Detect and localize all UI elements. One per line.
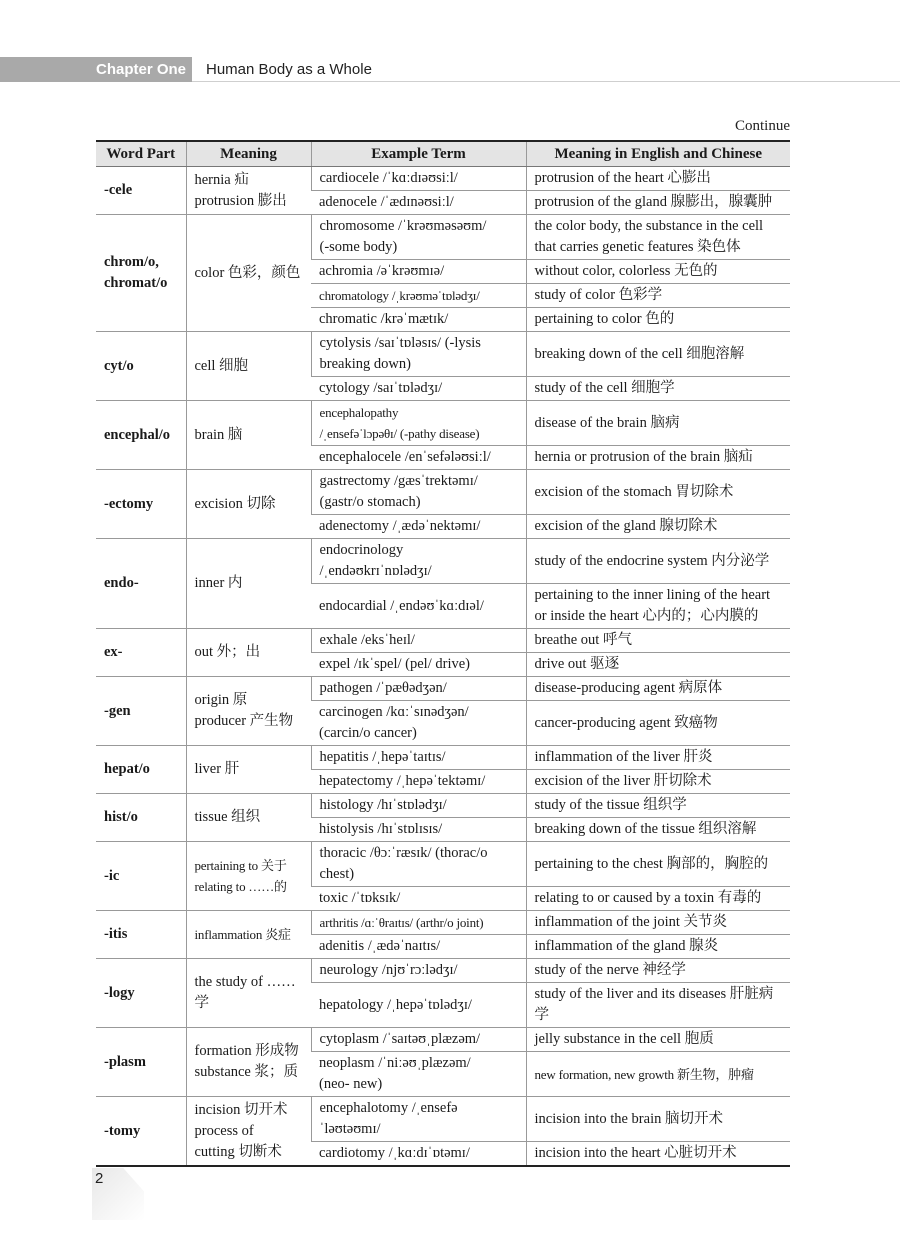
example-term-cell: cytolysis /saɪˈtɒləsɪs/ (-lysis breaking down) (311, 332, 526, 377)
example-term-cell: endocrinology /ˌendəʊkrɪˈnɒlədʒɪ/ (311, 539, 526, 584)
term-meaning-cell: jelly substance in the cell 胞质 (526, 1028, 790, 1052)
meaning-cell: cell 细胞 (186, 332, 311, 401)
meaning-cell: excision 切除 (186, 470, 311, 539)
table-body (96, 167, 790, 1167)
example-term-cell: cardiocele /ˈkɑːdɪəʊsiːl/ (311, 167, 526, 191)
example-term-cell: hepatectomy /ˌhepəˈtektəmɪ/ (311, 770, 526, 794)
word-part-cell: -ectomy (96, 470, 186, 539)
table-row (96, 539, 790, 584)
chapter-label: Chapter One (0, 57, 192, 82)
example-term-cell: encephalotomy /ˌensefəˈləʊtəʊmɪ/ (311, 1097, 526, 1142)
example-term-cell: histology /hɪˈstɒlədʒɪ/ (311, 794, 526, 818)
term-meaning-cell: inflammation of the gland 腺炎 (526, 935, 790, 959)
table-row (96, 842, 790, 887)
word-part-cell: -cele (96, 167, 186, 215)
header-divider (192, 81, 900, 82)
meaning-cell: inflammation 炎症 (186, 911, 311, 959)
example-term-cell: chromatic /krəˈmætɪk/ (311, 308, 526, 332)
word-part-cell: -ic (96, 842, 186, 911)
example-term-cell: hepatitis /ˌhepəˈtaɪtɪs/ (311, 746, 526, 770)
term-meaning-cell: excision of the liver 肝切除术 (526, 770, 790, 794)
term-meaning-cell: hernia or protrusion of the brain 脑疝 (526, 446, 790, 470)
table-row (96, 401, 790, 446)
term-meaning-cell: study of the endocrine system 内分泌学 (526, 539, 790, 584)
meaning-cell: color 色彩，颜色 (186, 215, 311, 332)
continue-label: Continue (735, 118, 790, 134)
word-part-cell: hepat/o (96, 746, 186, 794)
word-part-cell: -plasm (96, 1028, 186, 1097)
example-term-cell: neoplasm /ˈniːəʊˌplæzəm/ (neo- new) (311, 1052, 526, 1097)
table-row (96, 911, 790, 935)
table-row (96, 677, 790, 701)
meaning-cell: incision 切开术 process of cutting 切断术 (186, 1097, 311, 1167)
word-part-cell: hist/o (96, 794, 186, 842)
example-term-cell: arthritis /ɑːˈθraɪtɪs/ (arthr/o joint) (311, 911, 526, 935)
example-term-cell: encephalocele /enˈsefələʊsiːl/ (311, 446, 526, 470)
example-term-cell: neurology /njʊˈrɔːlədʒɪ/ (311, 959, 526, 983)
column-header-meaning: Meaning (186, 141, 311, 167)
word-part-cell: -itis (96, 911, 186, 959)
example-term-cell: cardiotomy /ˌkɑːdɪˈɒtəmɪ/ (311, 1142, 526, 1167)
example-term-cell: histolysis /hɪˈstɒlɪsɪs/ (311, 818, 526, 842)
example-term-cell: pathogen /ˈpæθədʒən/ (311, 677, 526, 701)
meaning-cell: pertaining to 关于 relating to ……的 (186, 842, 311, 911)
example-term-cell: encephalopathy /ˌensefəˈlɔpəθɪ/ (-pathy disease) (311, 401, 526, 446)
term-meaning-cell: protrusion of the heart 心膨出 (526, 167, 790, 191)
term-meaning-cell: incision into the brain 脑切开术 (526, 1097, 790, 1142)
term-meaning-cell: study of the nerve 神经学 (526, 959, 790, 983)
word-part-cell: -tomy (96, 1097, 186, 1167)
meaning-cell: tissue 组织 (186, 794, 311, 842)
term-meaning-cell: inflammation of the joint 关节炎 (526, 911, 790, 935)
term-meaning-cell: inflammation of the liver 肝炎 (526, 746, 790, 770)
column-header-example-term: Example Term (311, 141, 526, 167)
term-meaning-cell: pertaining to the inner lining of the heart or inside the heart 心内的；心内膜的 (526, 584, 790, 629)
word-part-cell: -gen (96, 677, 186, 746)
term-meaning-cell: pertaining to color 色的 (526, 308, 790, 332)
table-row (96, 1097, 790, 1142)
meaning-cell: inner 内 (186, 539, 311, 629)
term-meaning-cell: disease-producing agent 病原体 (526, 677, 790, 701)
example-term-cell: adenectomy /ˌædəˈnektəmɪ/ (311, 515, 526, 539)
term-meaning-cell: disease of the brain 脑病 (526, 401, 790, 446)
term-meaning-cell: new formation, new growth 新生物，肿瘤 (526, 1052, 790, 1097)
example-term-cell: cytoplasm /ˈsaɪtəʊˌplæzəm/ (311, 1028, 526, 1052)
example-term-cell: expel /ɪkˈspel/ (pel/ drive) (311, 653, 526, 677)
table-row (96, 332, 790, 377)
example-term-cell: cytology /saɪˈtɒlədʒɪ/ (311, 377, 526, 401)
example-term-cell: adenocele /ˈædɪnəʊsiːl/ (311, 191, 526, 215)
term-meaning-cell: study of the cell 细胞学 (526, 377, 790, 401)
term-meaning-cell: study of the liver and its diseases 肝脏病学 (526, 983, 790, 1028)
table-row (96, 167, 790, 191)
meaning-cell: brain 脑 (186, 401, 311, 470)
column-header-word-part: Word Part (96, 141, 186, 167)
example-term-cell: gastrectomy /gæsˈtrektəmɪ/ (gastr/o stomach) (311, 470, 526, 515)
example-term-cell: chromatology /ˌkrəʊməˈtɒlədʒɪ/ (311, 284, 526, 308)
example-term-cell: thoracic /θɔːˈræsɪk/ (thorac/o chest) (311, 842, 526, 887)
example-term-cell: hepatology /ˌhepəˈtɒlədʒɪ/ (311, 983, 526, 1028)
word-part-cell: ex- (96, 629, 186, 677)
table-row (96, 959, 790, 983)
table-row (96, 746, 790, 770)
term-meaning-cell: cancer-producing agent 致癌物 (526, 701, 790, 746)
table-row (96, 1028, 790, 1052)
term-meaning-cell: breaking down of the tissue 组织溶解 (526, 818, 790, 842)
meaning-cell: formation 形成物 substance 浆；质 (186, 1028, 311, 1097)
term-meaning-cell: excision of the gland 腺切除术 (526, 515, 790, 539)
word-part-cell: -logy (96, 959, 186, 1028)
example-term-cell: endocardial /ˌendəʊˈkɑːdɪəl/ (311, 584, 526, 629)
term-meaning-cell: relating to or caused by a toxin 有毒的 (526, 887, 790, 911)
word-part-cell: cyt/o (96, 332, 186, 401)
meaning-cell: hernia 疝 protrusion 膨出 (186, 167, 311, 215)
table-header-row (96, 141, 790, 167)
page-number: 2 (95, 1170, 104, 1187)
chapter-title: Human Body as a Whole (206, 61, 372, 78)
table-row (96, 470, 790, 515)
example-term-cell: adenitis /ˌædəˈnaɪtɪs/ (311, 935, 526, 959)
term-meaning-cell: excision of the stomach 胃切除术 (526, 470, 790, 515)
example-term-cell: exhale /eksˈheɪl/ (311, 629, 526, 653)
word-part-cell: encephal/o (96, 401, 186, 470)
meaning-cell: liver 肝 (186, 746, 311, 794)
meaning-cell: out 外；出 (186, 629, 311, 677)
term-meaning-cell: breaking down of the cell 细胞溶解 (526, 332, 790, 377)
term-meaning-cell: study of color 色彩学 (526, 284, 790, 308)
term-meaning-cell: incision into the heart 心脏切开术 (526, 1142, 790, 1167)
word-part-cell: chrom/o, chromat/o (96, 215, 186, 332)
table-row (96, 794, 790, 818)
term-meaning-cell: drive out 驱逐 (526, 653, 790, 677)
term-meaning-cell: pertaining to the chest 胸部的，胸腔的 (526, 842, 790, 887)
term-meaning-cell: the color body, the substance in the cell that carries genetic features 染色体 (526, 215, 790, 260)
table-row (96, 215, 790, 260)
example-term-cell: chromosome /ˈkrəʊməsəʊm/ (-some body) (311, 215, 526, 260)
meaning-cell: origin 原 producer 产生物 (186, 677, 311, 746)
word-part-table (96, 140, 790, 1167)
example-term-cell: carcinogen /kɑːˈsɪnədʒən/ (carcin/o cancer) (311, 701, 526, 746)
example-term-cell: achromia /əˈkrəʊmɪə/ (311, 260, 526, 284)
table-row (96, 629, 790, 653)
term-meaning-cell: breathe out 呼气 (526, 629, 790, 653)
term-meaning-cell: without color, colorless 无色的 (526, 260, 790, 284)
term-meaning-cell: protrusion of the gland 腺膨出，腺囊肿 (526, 191, 790, 215)
example-term-cell: toxic /ˈtɒksɪk/ (311, 887, 526, 911)
word-part-cell: endo- (96, 539, 186, 629)
term-meaning-cell: study of the tissue 组织学 (526, 794, 790, 818)
column-header-meaning-en-zh: Meaning in English and Chinese (526, 141, 790, 167)
meaning-cell: the study of …… 学 (186, 959, 311, 1028)
